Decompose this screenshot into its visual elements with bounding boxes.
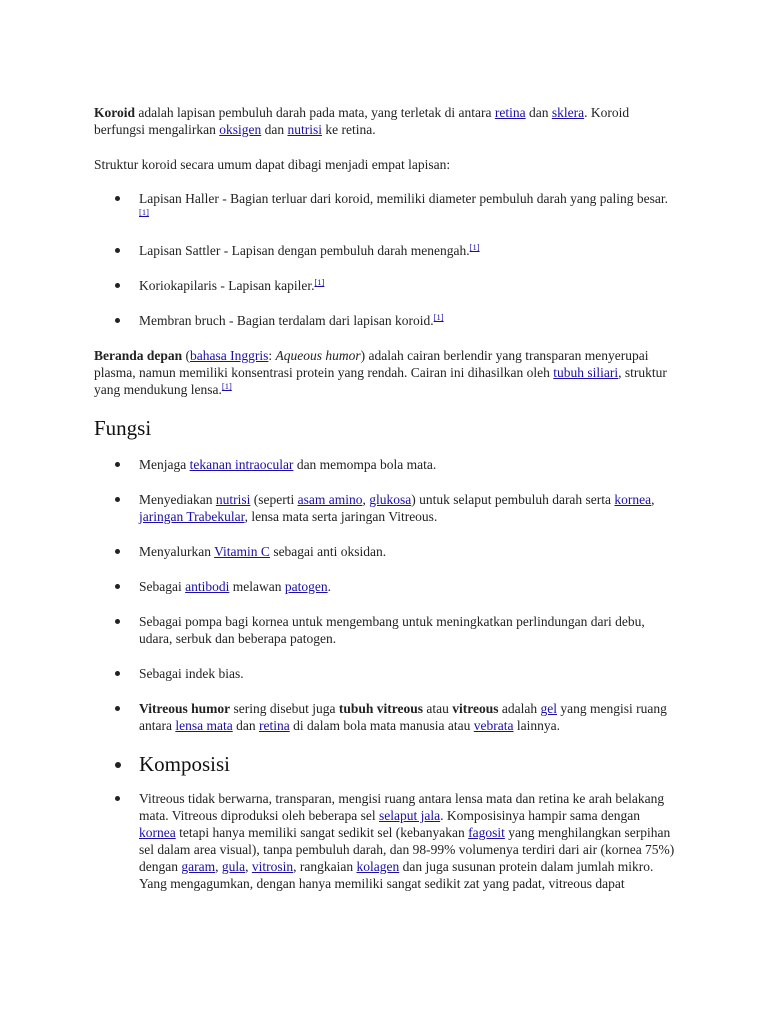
list-item bbox=[94, 312, 676, 329]
layer-text: Membran bruch - Bagian terdalam dari lapisan koroid. bbox=[139, 313, 434, 328]
text: adalah lapisan pembuluh darah pada mata, yang terletak di antara bbox=[135, 105, 495, 120]
list-item bbox=[94, 790, 676, 892]
link-jaringan-trabekular[interactable]: jaringan Trabekular bbox=[139, 509, 245, 524]
term-vitreous-humor: Vitreous humor bbox=[139, 701, 231, 716]
list-item bbox=[94, 543, 676, 560]
text: yang mengisi ruang antara bbox=[139, 701, 667, 733]
list-item bbox=[94, 613, 676, 647]
link-vitamin-c[interactable]: Vitamin C bbox=[214, 544, 270, 559]
link-retina[interactable]: retina bbox=[494, 105, 526, 120]
text: Menyediakan bbox=[139, 492, 216, 507]
text: sering disebut juga bbox=[230, 701, 339, 716]
list-item bbox=[94, 242, 676, 259]
text: , struktur yang mendukung lensa. bbox=[94, 365, 667, 397]
text: . bbox=[327, 579, 331, 594]
text: , lensa mata serta jaringan Vitreous. bbox=[244, 509, 438, 524]
link-kornea[interactable]: kornea bbox=[614, 492, 652, 507]
text: melawan bbox=[229, 579, 285, 594]
reference-link[interactable]: [1] bbox=[469, 242, 480, 252]
text: dan bbox=[525, 105, 552, 120]
text: (seperti bbox=[250, 492, 298, 507]
link-vitrosin[interactable]: vitrosin bbox=[251, 859, 294, 874]
text: atau bbox=[423, 701, 453, 716]
term-koroid: Koroid bbox=[94, 105, 136, 120]
link-garam[interactable]: garam bbox=[181, 859, 216, 874]
text: , bbox=[651, 492, 655, 507]
reference-link[interactable]: [1] bbox=[221, 381, 232, 391]
text: dan memompa bola mata. bbox=[293, 457, 437, 472]
list-item bbox=[94, 491, 676, 525]
text: ) adalah cairan berlendir yang transparan menyerupai plasma, namun memiliki konsentrasi protein yang rendah. Cairan ini dihasilkan oleh bbox=[94, 348, 649, 380]
text: tetapi hanya memiliki sangat sedikit sel (kebanyakan bbox=[175, 825, 469, 840]
heading-komposisi: Komposisi bbox=[139, 752, 231, 776]
link-retina[interactable]: retina bbox=[258, 718, 290, 733]
list-item-heading bbox=[94, 752, 676, 776]
list-item bbox=[94, 190, 676, 224]
layer-text: Lapisan Haller - Bagian terluar dari koroid, memiliki diameter pembuluh darah yang paling besar. bbox=[139, 191, 668, 206]
text: , bbox=[245, 859, 252, 874]
link-lensa-mata[interactable]: lensa mata bbox=[175, 718, 233, 733]
text: dan bbox=[232, 718, 259, 733]
layer-text: Koriokapilaris - Lapisan kapiler. bbox=[139, 278, 315, 293]
text: : bbox=[268, 348, 276, 363]
list-item bbox=[94, 665, 676, 682]
text: Sebagai indek bias. bbox=[139, 666, 244, 681]
aqueous-paragraph bbox=[94, 347, 676, 398]
koroid-paragraph bbox=[94, 104, 676, 138]
text: . Komposisinya hampir sama dengan bbox=[440, 808, 640, 823]
text: Sebagai pompa bagi kornea untuk mengembang untuk meningkatkan perlindungan dari debu, udara, serbuk dan beberapa patogen. bbox=[139, 614, 645, 646]
text: yang menghilangkan serpihan sel dalam area visual), tanpa pembuluh darah, dan 98-99% volumenya terdiri dari air (kornea 75%) dengan bbox=[139, 825, 675, 874]
link-sklera[interactable]: sklera bbox=[551, 105, 585, 120]
link-gel[interactable]: gel bbox=[540, 701, 557, 716]
link-glukosa[interactable]: glukosa bbox=[369, 492, 412, 507]
text: dan bbox=[261, 122, 288, 137]
term-beranda-depan: Beranda depan bbox=[94, 348, 183, 363]
text: , bbox=[215, 859, 222, 874]
struktur-paragraph: Struktur koroid secara umum dapat dibagi menjadi empat lapisan: bbox=[94, 157, 451, 172]
article bbox=[94, 104, 676, 910]
link-gula[interactable]: gula bbox=[221, 859, 246, 874]
list-item bbox=[94, 277, 676, 294]
link-vebrata[interactable]: vebrata bbox=[473, 718, 514, 733]
layer-text: Lapisan Sattler - Lapisan dengan pembuluh darah menengah. bbox=[139, 243, 470, 258]
text: adalah bbox=[498, 701, 541, 716]
reference-link[interactable]: [1] bbox=[139, 207, 149, 217]
text: , rangkaian bbox=[293, 859, 357, 874]
reference-link[interactable]: [1] bbox=[314, 277, 325, 287]
text: ( bbox=[182, 348, 191, 363]
text: Menyalurkan bbox=[139, 544, 215, 559]
text: Vitreous tidak berwarna, transparan, mengisi ruang antara lensa mata dan retina ke arah belakang mata. Vitreous diproduksi oleh beberapa sel bbox=[139, 791, 665, 823]
text: lainnya. bbox=[513, 718, 561, 733]
link-tubuh-siliari[interactable]: tubuh siliari bbox=[553, 365, 619, 380]
term-tubuh-vitreous: tubuh vitreous bbox=[338, 701, 424, 716]
link-nutrisi[interactable]: nutrisi bbox=[215, 492, 251, 507]
link-fagosit[interactable]: fagosit bbox=[468, 825, 505, 840]
heading-fungsi: Fungsi bbox=[94, 416, 152, 440]
layer-list bbox=[94, 190, 676, 329]
text: , bbox=[362, 492, 370, 507]
text: Menjaga bbox=[139, 457, 190, 472]
link-bahasa-inggris[interactable]: bahasa Inggris bbox=[190, 348, 269, 363]
link-selaput-jala[interactable]: selaput jala bbox=[379, 808, 441, 823]
fungsi-list bbox=[94, 456, 676, 892]
list-item bbox=[94, 700, 676, 734]
link-kornea[interactable]: kornea bbox=[139, 825, 176, 840]
term-vitreous: vitreous bbox=[452, 701, 499, 716]
text: ke retina. bbox=[321, 122, 376, 137]
link-oksigen[interactable]: oksigen bbox=[219, 122, 262, 137]
text: ) untuk selaput pembuluh darah serta bbox=[411, 492, 615, 507]
text: di dalam bola mata manusia atau bbox=[289, 718, 474, 733]
link-patogen[interactable]: patogen bbox=[284, 579, 328, 594]
list-item bbox=[94, 578, 676, 595]
term-aqueous-humor: Aqueous humor bbox=[275, 348, 361, 363]
link-antibodi[interactable]: antibodi bbox=[185, 579, 230, 594]
link-kolagen[interactable]: kolagen bbox=[356, 859, 400, 874]
link-asam-amino[interactable]: asam amino bbox=[297, 492, 363, 507]
text: . Koroid berfungsi mengalirkan bbox=[94, 105, 630, 137]
link-tekanan-intraocular[interactable]: tekanan intraocular bbox=[189, 457, 294, 472]
text: dan juga susunan protein dalam jumlah mikro. Yang mengagumkan, dengan hanya memiliki sangat sedikit zat yang padat, vitreous dapat bbox=[139, 859, 654, 891]
list-item bbox=[94, 456, 676, 473]
text: Sebagai bbox=[139, 579, 186, 594]
text: sebagai anti oksidan. bbox=[269, 544, 387, 559]
link-nutrisi[interactable]: nutrisi bbox=[287, 122, 322, 137]
reference-link[interactable]: [1] bbox=[433, 312, 444, 322]
